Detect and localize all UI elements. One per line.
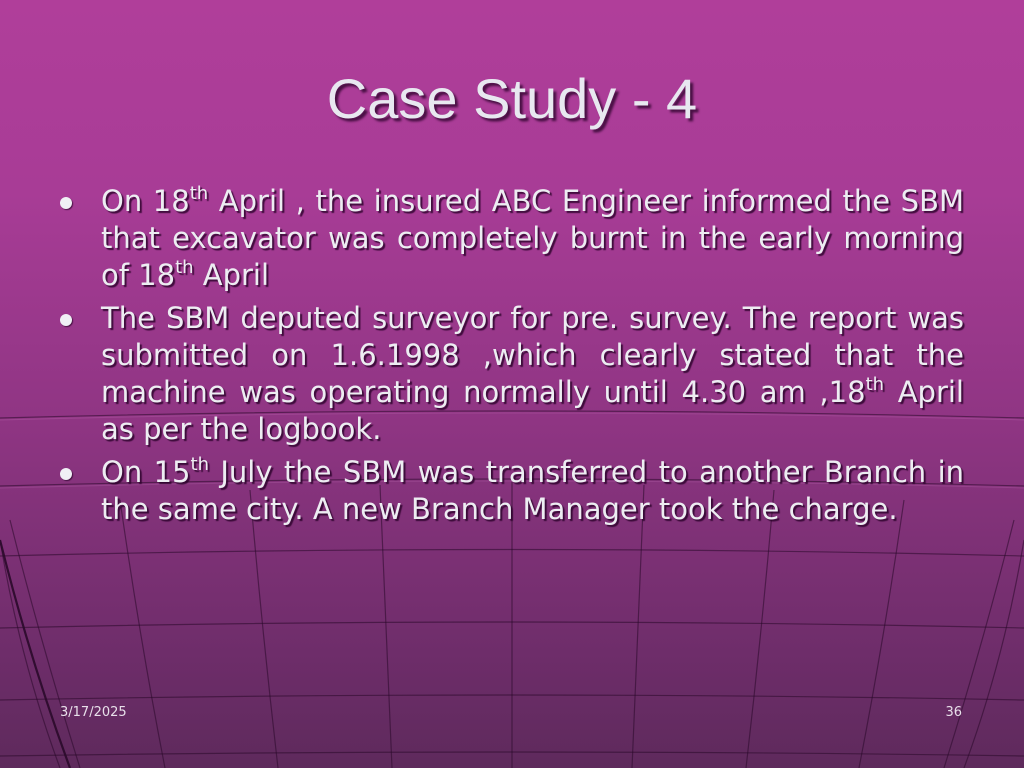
bullet-text-segment: The SBM deputed surveyor for pre. survey. The report was submitted on 1.6.1998 ,which clearly stated that the machine was operating normally until 4.30 am ,18 bbox=[101, 301, 964, 409]
ordinal-suffix: th bbox=[865, 374, 885, 396]
bullet-list bbox=[56, 183, 964, 534]
bullet-dot-icon bbox=[60, 314, 72, 326]
footer-date: 3/17/2025 bbox=[60, 705, 127, 720]
bullet-text-segment: April as per the logbook. bbox=[101, 375, 964, 446]
bullet-dot-icon bbox=[60, 468, 72, 480]
ordinal-suffix: th bbox=[175, 257, 194, 279]
ordinal-suffix: th bbox=[190, 454, 209, 476]
bullet-text-segment: July the SBM was transferred to another Branch in the same city. A new Branch Manager took the charge. bbox=[101, 455, 965, 526]
bullet-item bbox=[56, 300, 964, 448]
slide-title: Case Study - 4 bbox=[326, 67, 698, 130]
bullet-item bbox=[56, 183, 964, 294]
slide-number: 36 bbox=[945, 705, 962, 720]
bullet-text-segment: On 15 bbox=[101, 455, 191, 489]
bullet-dot-icon bbox=[60, 197, 72, 209]
bullet-text-segment: On 18 bbox=[101, 184, 190, 218]
bullet-text-segment: April bbox=[193, 258, 270, 292]
ordinal-suffix: th bbox=[189, 183, 209, 205]
bullet-text-segment: April , the insured ABC Engineer informed the SBM that excavator was completely burnt in the early morning of 18 bbox=[101, 184, 964, 292]
bullet-item bbox=[56, 454, 964, 528]
